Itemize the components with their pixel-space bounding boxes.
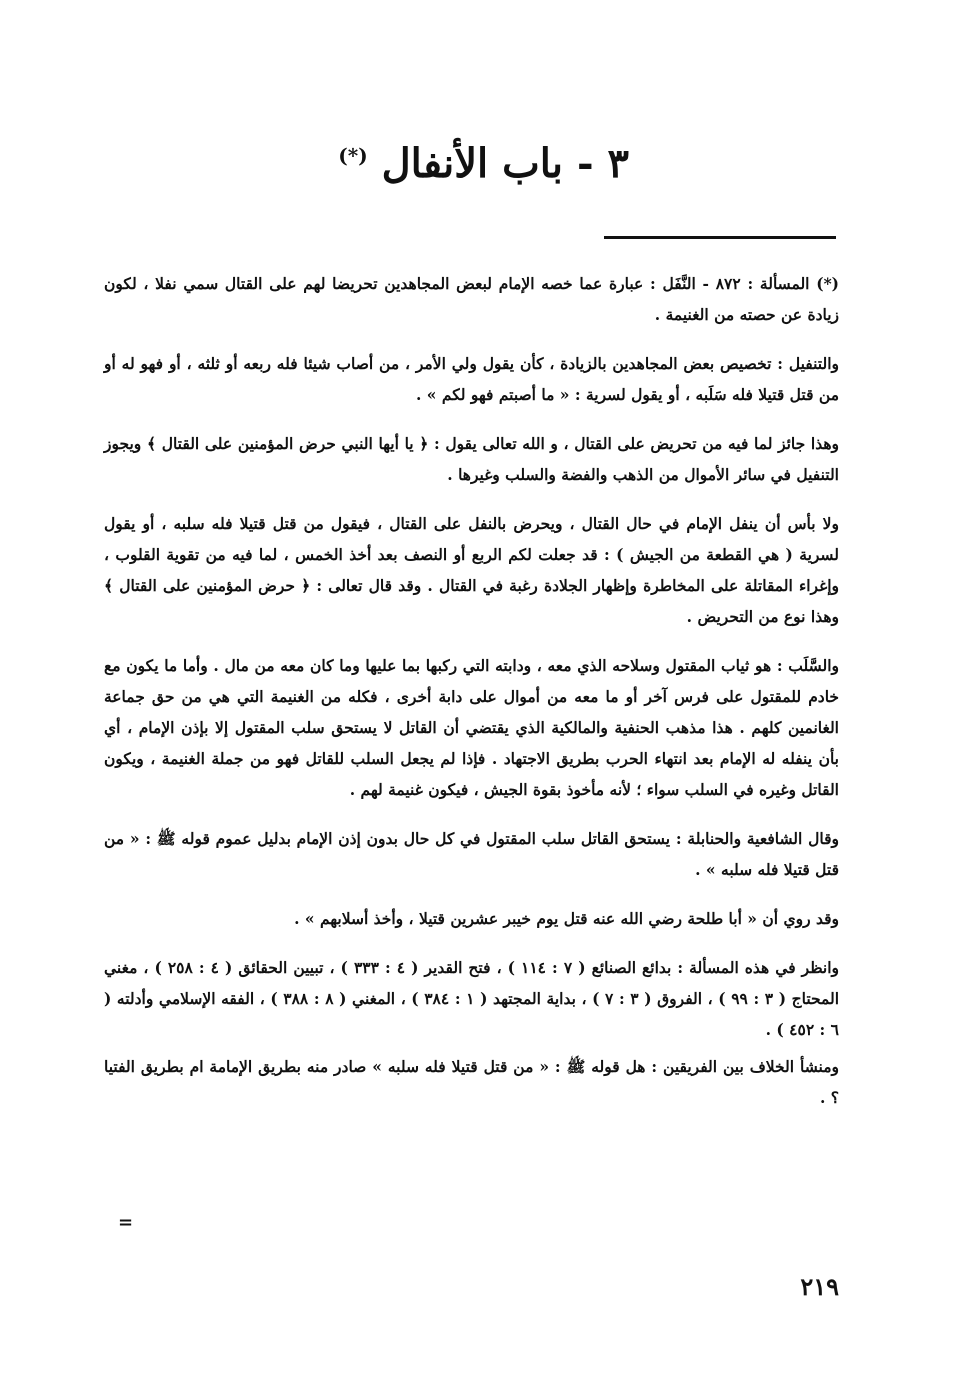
page-number: ٢١٩ [800,1272,839,1301]
chapter-title-text: ٣ - باب الأنفال [381,140,629,187]
paragraph-definition-nafl: (*) المسألة : ٨٧٢ - النَّفَل : عبارة عما خصه الإمام لبعض المجاهدين تحريضا لهم على القتال سمي نفلا ، لكون زيادة عن حصته من الغنيمة . [104,274,840,324]
chapter-title [338,140,629,188]
paragraph-during-battle: ولا بأس أن ينفل الإمام في حال القتال ، ويحرض بالنفل على القتال ، فيقول من قتل قتيلا فله سلبه ، أو يقول لسرية ( هي القطعة من الجيش ) : قد جعلت لكم الربع أو النصف بعد أخذ الخمس ، لما فيه من تقوية القلوب ، وإغراء المقاتلة على المخاطرة وإظهار الجلادة رغبة في القتال . وقد قال تعالى : ﴿ حرض المؤمنين على القتال ﴾ وهذا نوع من التحريض . [104,514,839,626]
footnote-separator [604,236,836,239]
paragraph-salab-hanafi: والسَّلَب : هو ثياب المقتول وسلاحه الذي معه ، ودابته التي ركبها بما عليها وما كان معه من مال . وأما ما يكون مع خادم للمقتول على فرس آخر أو ما معه من أموال على دابة أخرى ، فكله من الغنيمة التي هي من حق جماعة الغانمين كلهم . هذا مذهب الحنفية والمالكية الذي يقتضي أن القاتل لا يستحق سلب المقتول إلا بإذن الإمام ، أي بأن ينفله له الإمام بعد انتهاء الحرب بطريق الاجتهاد . فإذا لم يجعل السلب للقاتل فهو من جملة الغنيمة ، ويكون القاتل وغيره في السلب سواء ؛ لأنه مأخوذ بقوة الجيش ، فيكون غنيمة لهم . [104,656,839,799]
continuation-mark: = [118,1212,134,1233]
paragraph-origin-of-dispute: ومنشأ الخلاف بين الفريقين : هل قوله ﷺ : « من قتل قتيلا فله سلبه » صادر منه بطريق الإمامة ام بطريق الفتيا ؟ . [104,1057,839,1107]
footnote-mark: (*) [338,143,368,168]
paragraph-tanfil: والتنفيل : تخصيص بعض المجاهدين بالزيادة ، كأن يقول ولي الأمر ، من أصاب شيئا فله ربعه أو ثلثه ، أو فهو له أو من قتل قتيلا فله سَلَبه ، أو يقول لسرية : « ما أصبتم فهو لكم » . [104,354,839,404]
paragraph-permissibility: وهذا جائز لما فيه من تحريض على القتال ، و الله تعالى يقول : ﴿ يا أيها النبي حرض المؤمنين على القتال ﴾ ويجوز التنفيل في سائر الأموال من الذهب والفضة والسلب وغيرها . [104,434,839,484]
paragraph-shafii-hanbali: وقال الشافعية والحنابلة : يستحق القاتل سلب المقتول في كل حال بدون إذن الإمام بدليل عموم قوله ﷺ : « من قتل قتيلا فله سلبه » . [104,829,839,879]
paragraph-references: وانظر في هذه المسألة : بدائع الصنائع ( ٧ : ١١٤ ) ، فتح القدير ( ٤ : ٣٣٣ ) ، تبيين الحقائق ( ٤ : ٢٥٨ ) ، مغني المحتاج ( ٣ : ٩٩ ) ، الفروق ( ٣ : ٧ ) ، بداية المجتهد ( ١ : ٣٨٤ ) ، المغني ( ٨ : ٣٨٨ ) ، الفقه الإسلامي وأدلته ( ٦ : ٤٥٢ ) . [104,958,840,1039]
footnote-body [104,268,839,1131]
paragraph-abu-talha: وقد روي أن « أبا طلحة رضي الله عنه قتل يوم خيبر عشرين قتيلا ، وأخذ أسلابهم » . [294,909,839,928]
